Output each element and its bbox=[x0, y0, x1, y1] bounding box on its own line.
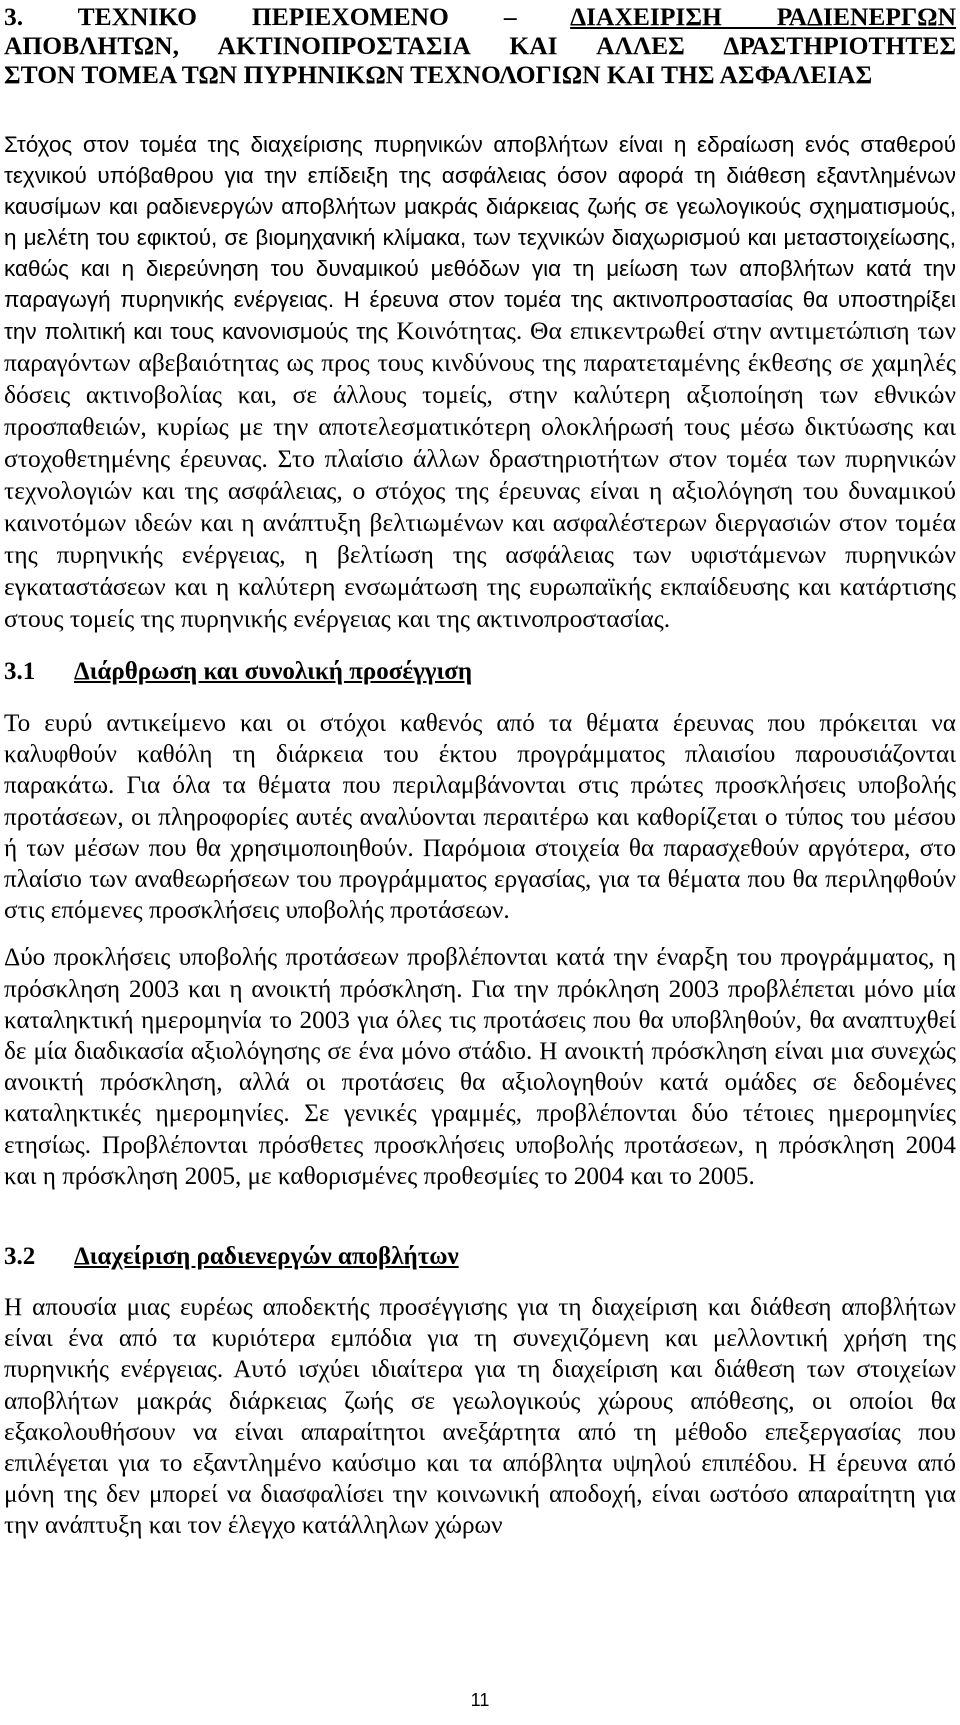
document-page bbox=[4, 0, 956, 1542]
section-title: Διαχείριση ραδιενεργών αποβλήτων bbox=[74, 1243, 459, 1271]
title-line-2: ΑΠΟΒΛΗΤΩΝ, ΑΚΤΙΝΟΠΡΟΣΤΑΣΙΑ ΚΑΙ ΑΛΛΕΣ ΔΡΑΣΤΗΡΙΟΤΗΤΕΣ bbox=[4, 31, 956, 60]
section-3-1-paragraph-1: Το ευρύ αντικείμενο και οι στόχοι καθενός από τα θέματα έρευνας που πρόκειται να καλυφθούν καθόλη τη διάρκεια του έκτου προγράμματος πλαισίου παρουσιάζονται παρακάτω. Για όλα τα θέματα που περιλαμβάνονται στις πρώτες προσκλήσεις υποβολής προτάσεων, οι πληροφορίες αυτές αναλύονται περαιτέρω και καθορίζεται ο τύπος του μέσου ή των μέσων που θα χρησιμοποιηθούν. Παρόμοια στοιχεία θα παρασχεθούν αργότερα, στο πλαίσιο των αναθεωρήσεων του προγράμματος εργασίας, για τα θέματα που θα περιληφθούν στις επόμενες προσκλήσεις υποβολής προτάσεων. bbox=[4, 710, 956, 925]
intro-paragraph: Στόχος στον τομέα της διαχείρισης πυρηνικών αποβλήτων είναι η εδραίωση ενός σταθερού τεχνικού υπόβαθρου για την επίδειξη της ασφάλειας όσον αφορά τη διάθεση εξαντλημένων καυσίμων και ραδιενεργών αποβλήτων μακράς διάρκειας ζωής σε γεωλογικούς σχηματισμούς, η μελέτη του εφικτού, σε βιομηχανική κλίμακα, των τεχνικών διαχωρισμού και μεταστοιχείωσης, καθώς και η διερεύνηση του δυναμικού μεθόδων για τη μείωση των αποβλήτων κατά την παραγωγή πυρηνικής ενέργειας. Η έρευνα στον τομέα της ακτινοπροστασίας θα υποστηρίξει την πολιτική και τους κανονισμούς της Κοινότητας. Θα επικεντρωθεί στην αντιμετώπιση των παραγόντων αβεβαιότητας ως προς τους κινδύνους της παρατεταμένης έκθεσης σε χαμηλές δόσεις ακτινοβολίας και, σε άλλους τομείς, στην καλύτερη αξιοποίηση των εθνικών προσπαθειών, κυρίως με την αποτελεσματικότερη ολοκλήρωσή τους μέσω δικτύωσης και στοχοθετημένης έρευνας. Στο πλαίσιο άλλων δραστηριοτήτων στον τομέα των πυρηνικών τεχνολογιών και της ασφάλειας, ο στόχος της έρευνας είναι η αξιολόγηση του δυναμικού καινοτόμων ιδεών και η ανάπτυξη βελτιωμένων και ασφαλέστερων διεργασιών στον τομέα της πυρηνικής ενέργειας, η βελτίωση της ασφάλειας των υφιστάμενων πυρηνικών εγκαταστάσεων και η καλύτερη ενσωμάτωση της ευρωπαϊκής εκπαίδευσης και κατάρτισης στους τομείς της πυρηνικής ενέργειας και της ακτινοπροστασίας. bbox=[4, 132, 956, 633]
section-3-2-paragraph-1: Η απουσία μιας ευρέως αποδεκτής προσέγγισης για τη διαχείριση και διάθεση αποβλήτων είναι ένα από τα κυριότερα εμπόδια για τη συνεχιζόμενη και μελλοντική χρήση της πυρηνικής ενέργειας. Αυτό ισχύει ιδιαίτερα για τη διαχείριση και διάθεση των στοιχείων αποβλήτων μακράς διάρκειας ζωής σε γεωλογικούς χώρους απόθεσης, οι οποίοι θα εξακολουθήσουν να είναι απαραίτητοι ανεξάρτητα από τη μέθοδο επεξεργασίας που επιλέγεται για το εξαντλημένο καύσιμο και τα απόβλητα υψηλού επιπέδου. Η έρευνα από μόνη της δεν μπορεί να διασφαλίσει την κοινωνική αποδοχή, είναι ωστόσο απαραίτητη για την ανάπτυξη και τον έλεγχο κατάλληλων χώρων bbox=[4, 1294, 956, 1540]
section-3-1-paragraph-2: Δύο προκλήσεις υποβολής προτάσεων προβλέπονται κατά την έναρξη του προγράμματος, η πρόσκληση 2003 και η ανοικτή πρόσκληση. Για την πρόκληση 2003 προβλέπεται μόνο μία καταληκτική ημερομηνία το 2003 για όλες τις προτάσεις που θα υποβληθούν, θα αναπτυχθεί δε μία διαδικασία αξιολόγησης σε ένα μόνο στάδιο. Η ανοικτή πρόσκληση είναι μια συνεχώς ανοικτή πρόσκληση, αλλά οι προτάσεις θα αξιολογηθούν κατά ομάδες σε δεδομένες καταληκτικές ημερομηνίες. Σε γενικές γραμμές, προβλέπονται δύο τέτοιες ημερομηνίες ετησίως. Προβλέπονται πρόσθετες προσκλήσεις υποβολής προτάσεων, η πρόσκληση 2004 και η πρόσκληση 2005, με καθορισμένες προθεσμίες το 2004 και το 2005. bbox=[4, 944, 956, 1190]
section-3-2-heading bbox=[4, 1242, 956, 1272]
section-title: Διάρθρωση και συνολική προσέγγιση bbox=[74, 658, 473, 685]
section-number: 3.2 bbox=[4, 1243, 36, 1271]
title-underlined: ΔΙΑΧΕΙΡΙΣΗ ΡΑΔΙΕΝΕΡΓΩΝ bbox=[570, 2, 957, 31]
section-3-1-heading bbox=[4, 657, 956, 687]
document-title bbox=[4, 0, 956, 89]
page-number: 11 bbox=[470, 1690, 490, 1710]
title-line-1: 3. ΤΕΧΝΙΚΟ ΠΕΡΙΕΧΟΜΕΝΟ – ΔΙΑΧΕΙΡΙΣΗ ΡΑΔΙΕΝΕΡΓΩΝ bbox=[4, 2, 957, 31]
title-line-3: ΣΤΟΝ ΤΟΜΕΑ ΤΩΝ ΠΥΡΗΝΙΚΩΝ ΤΕΧΝΟΛΟΓΙΩΝ ΚΑΙ ΤΗΣ ΑΣΦΑΛΕΙΑΣ bbox=[4, 60, 873, 89]
section-number: 3.1 bbox=[4, 658, 36, 685]
